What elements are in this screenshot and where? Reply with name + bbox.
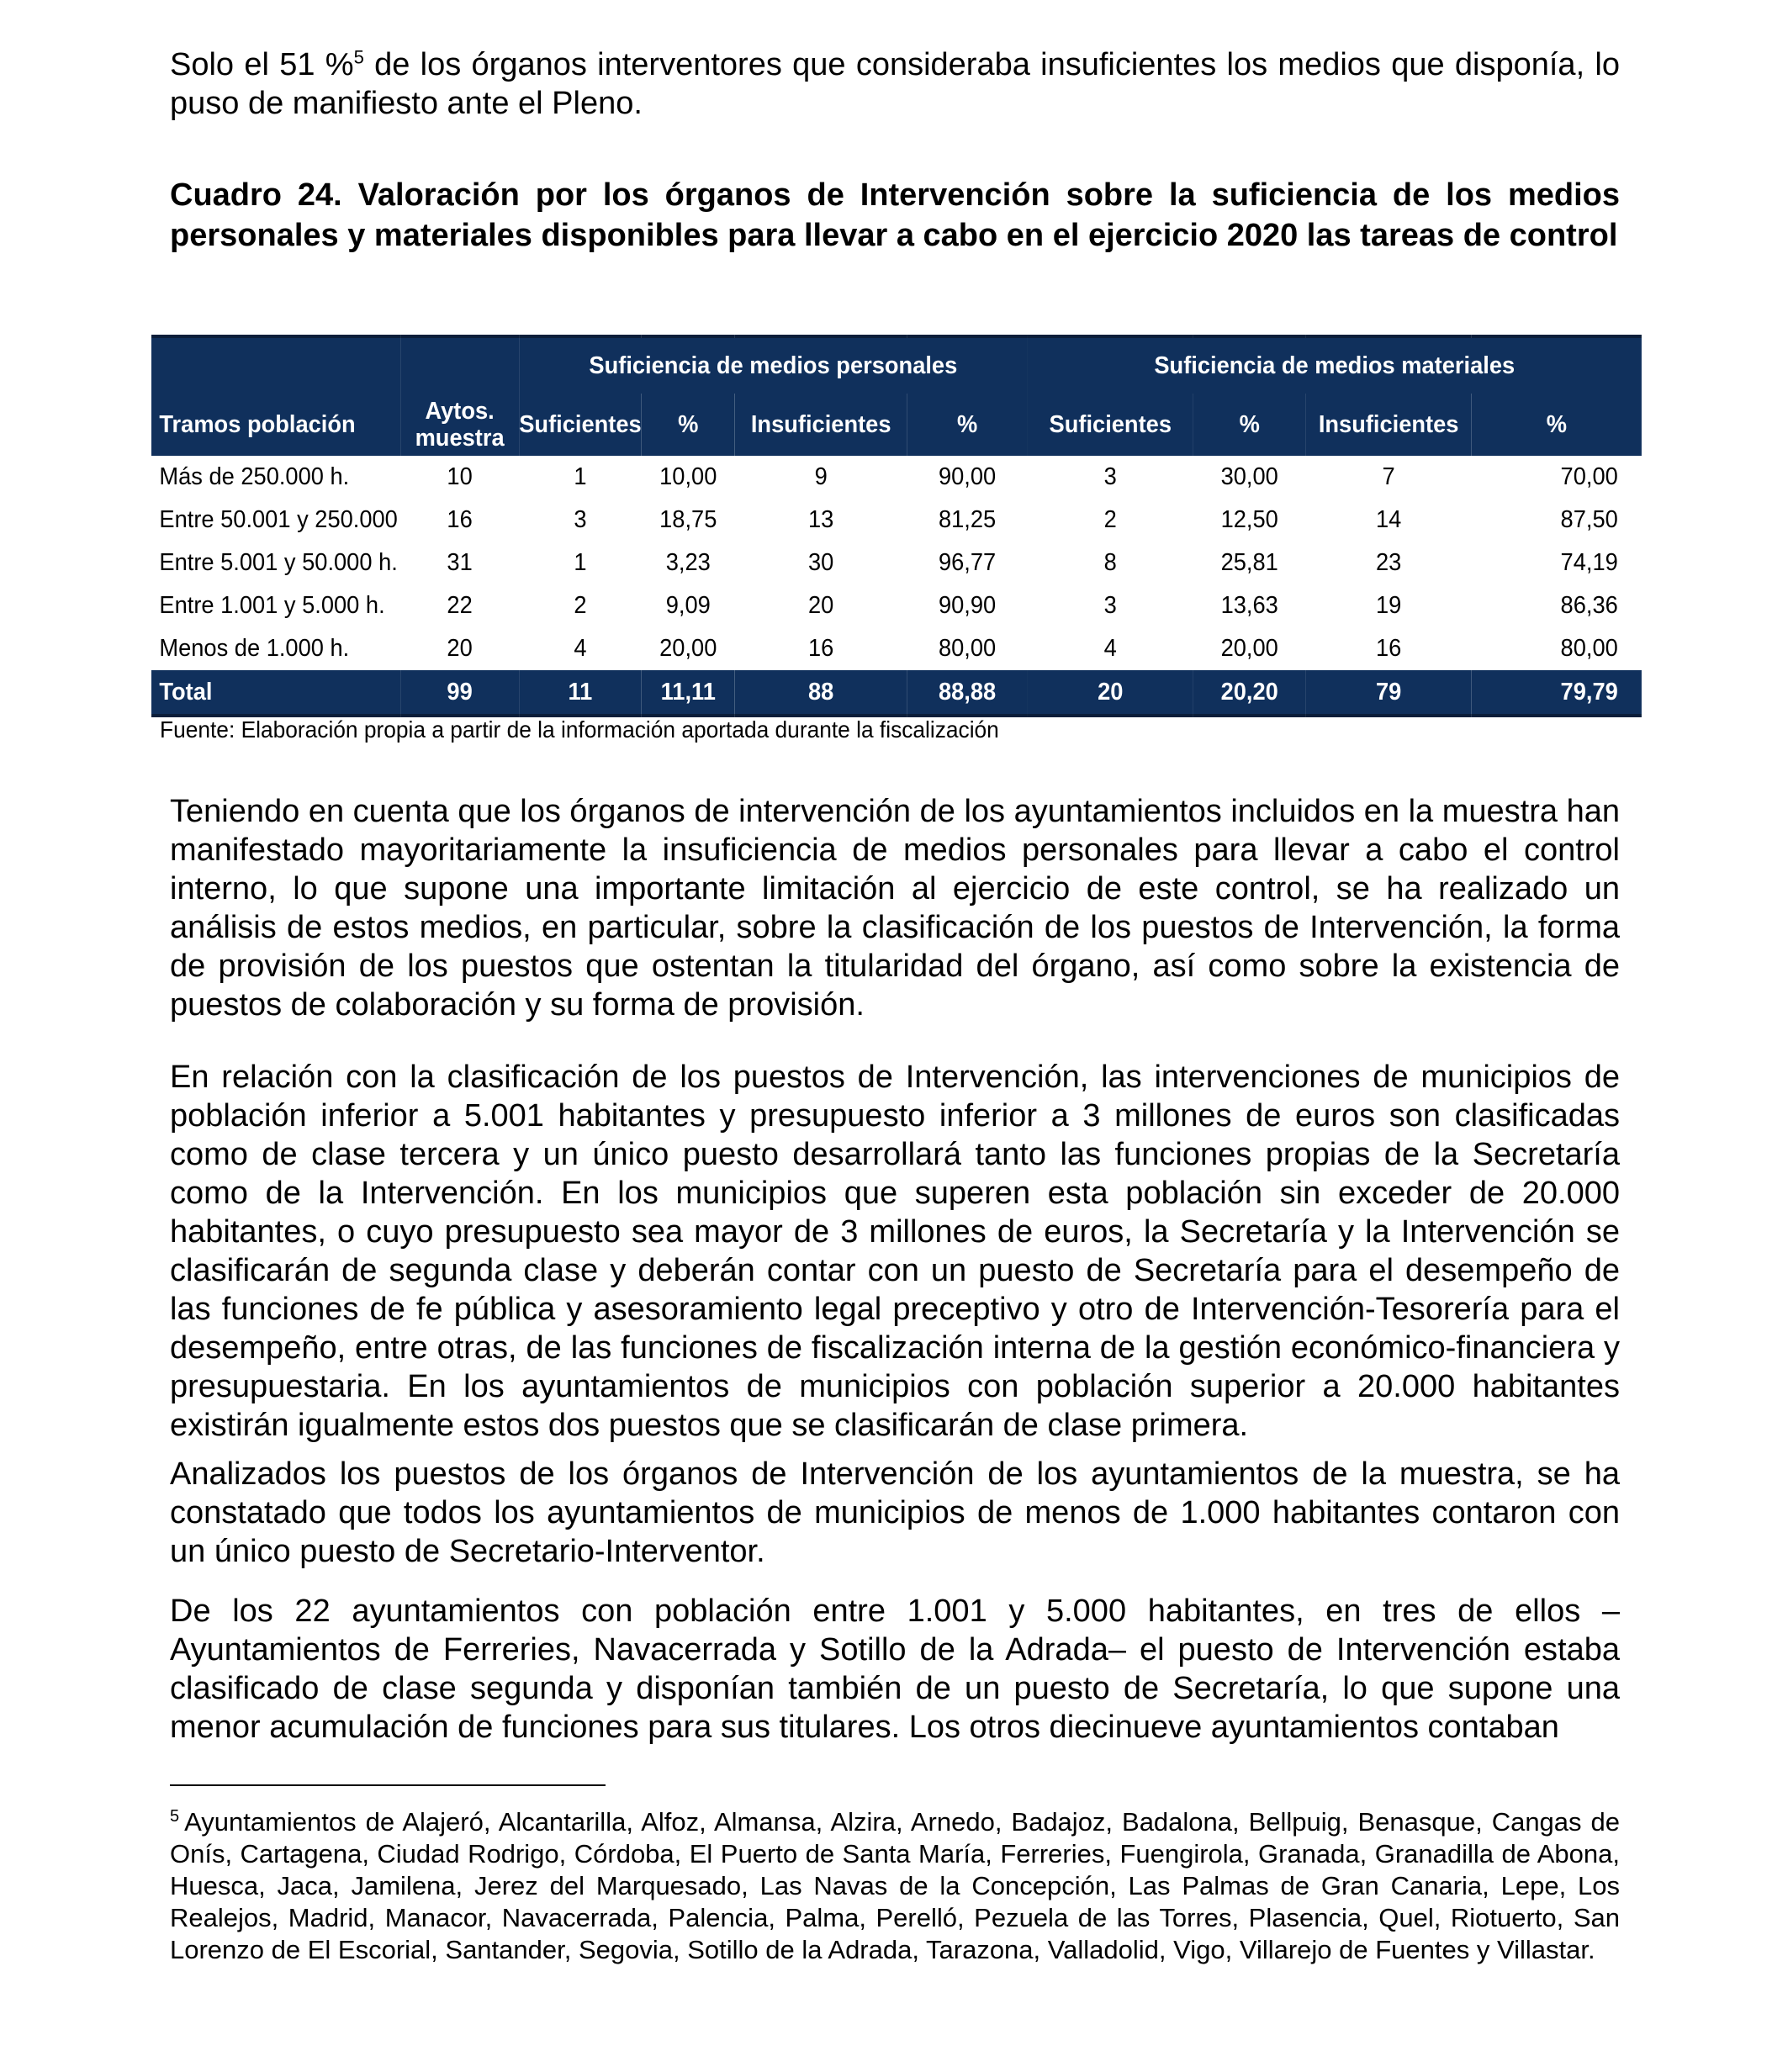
table-cell: 96,77 [938, 549, 997, 576]
table-cell: 4 [1103, 635, 1117, 662]
table-cell: 31 [447, 549, 473, 576]
group-header-personal: Suficiencia de medios personales [519, 336, 1027, 394]
data-table [151, 335, 1642, 717]
column-header: Tramos población [151, 394, 400, 456]
table-column-header [151, 394, 1642, 456]
table-cell: 12,50 [1220, 506, 1278, 533]
table-cell: 87,50 [1560, 506, 1618, 533]
table-group-header [151, 336, 1642, 394]
table-cell: 86,36 [1560, 592, 1618, 619]
table-cell: 22 [447, 592, 473, 619]
table-source: Fuente: Elaboración propia a partir de la información aportada durante la fiscalización [160, 716, 999, 743]
table-row [151, 584, 1642, 627]
table-cell: 30,00 [1220, 463, 1278, 490]
table-cell: 20 [447, 635, 473, 662]
table-cell: 20 [808, 592, 834, 619]
table-cell: 13,63 [1220, 592, 1278, 619]
table-cell: 14 [1375, 506, 1402, 533]
table-cell: 90,00 [938, 463, 997, 490]
table-total-cell: 88,88 [907, 670, 1028, 716]
table-caption: Cuadro 24. Valoración por los órganos de Intervención sobre la suficiencia de los medios personales y materiales disponibles para llevar a cabo en el ejercicio 2020 las tareas de control [170, 177, 1620, 253]
table-cell: 18,75 [659, 506, 717, 533]
table-total-cell: 79 [1305, 670, 1471, 716]
header-blank [151, 336, 400, 394]
table-cell: 25,81 [1220, 549, 1278, 576]
table-total-cell: 99 [400, 670, 519, 716]
table-row [151, 627, 1642, 670]
table-cell: Menos de 1.000 h. [159, 635, 350, 662]
table-cell: Entre 50.001 y 250.000 [159, 506, 398, 533]
table-cell: 8 [1103, 549, 1117, 576]
table-total-row [151, 670, 1642, 716]
intro-text-end: de los órganos interventores que consideraba insuficientes los medios que disponía, lo puso de manifiesto ante el Pleno. [170, 47, 1620, 121]
group-header-material: Suficiencia de medios materiales [1028, 336, 1642, 394]
footnote-text: Ayuntamientos de Alajeró, Alcantarilla, Alfoz, Almansa, Alzira, Arnedo, Badajoz, Badalona, Bellpuig, Benasque, Cangas de Onís, Cartagena, Ciudad Rodrigo, Córdoba, El Puerto de Santa María, Ferreries, Fuengirola, Granada, Granadilla de Abona, Huesca, Jaca, Jamilena, Jerez del Marquesado, Las Navas de la Concepción, Las Palmas de Gran Canaria, Lepe, Los Realejos, Madrid, Manacor, Navacerrada, Palencia, Palma, Perelló, Pezuela de las Torres, Plasencia, Quel, Riotuerto, San Lorenzo de El Escorial, Santander, Segovia, Sotillo de la Adrada, Tarazona, Valladolid, Vigo, Villarejo de Fuentes y Villastar. [170, 1807, 1620, 1964]
data-table-container [151, 335, 1642, 717]
table-cell: 9 [814, 463, 828, 490]
table-cell: 23 [1375, 549, 1402, 576]
footnote-separator [170, 1784, 606, 1786]
table-cell: 10 [447, 463, 473, 490]
column-header: Suficientes [1028, 394, 1193, 456]
table-cell: 2 [1103, 506, 1117, 533]
table-cell: 19 [1375, 592, 1402, 619]
body-paragraph-3: Analizados los puestos de los órganos de Intervención de los ayuntamientos de la muestra, se ha constatado que todos los ayuntamientos de municipios de menos de 1.000 habitantes contaron con un único puesto de Secretario-Interventor. [170, 1456, 1620, 1569]
table-row [151, 499, 1642, 542]
table-total-cell: 11,11 [642, 670, 735, 716]
table-cell: 1 [574, 549, 587, 576]
table-cell: 81,25 [938, 506, 997, 533]
table-cell: 13 [808, 506, 834, 533]
table-row [151, 456, 1642, 499]
footnote-mark: 5 [170, 1806, 180, 1826]
table-cell: Entre 1.001 y 5.000 h. [159, 592, 385, 619]
table-cell: 9,09 [665, 592, 711, 619]
footnote-reference[interactable]: 5 [353, 46, 364, 68]
table-cell: Entre 5.001 y 50.000 h. [159, 549, 398, 576]
intro-text-start: Solo el 51 % [170, 47, 354, 82]
column-header: % [1472, 394, 1642, 456]
table-total-cell: 20 [1028, 670, 1193, 716]
table-cell: 30 [808, 549, 834, 576]
table-cell: 2 [574, 592, 587, 619]
table-cell: 3 [1103, 592, 1117, 619]
column-header: Suficientes [519, 394, 642, 456]
header-blank [400, 336, 519, 394]
table-cell: 90,90 [938, 592, 997, 619]
table-cell: 16 [447, 506, 473, 533]
table-row [151, 542, 1642, 584]
table-cell: 20,00 [659, 635, 717, 662]
table-total-cell: 88 [735, 670, 907, 716]
body-paragraph-4: De los 22 ayuntamientos con población entre 1.001 y 5.000 habitantes, en tres de ellos –Ayuntamientos de Ferreries, Navacerrada y Sotillo de la Adrada– el puesto de Intervención estaba clasificado de clase segunda y disponían también de un puesto de Secretaría, lo que supone una menor acumulación de funciones para sus titulares. Los otros diecinueve ayuntamientos contaban [170, 1594, 1620, 1745]
table-cell: 1 [574, 463, 587, 490]
column-header: % [907, 394, 1028, 456]
intro-paragraph [170, 45, 1620, 123]
body-paragraph-2: En relación con la clasificación de los puestos de Intervención, las intervenciones de municipios de población inferior a 5.001 habitantes y presupuesto inferior a 3 millones de euros son clasificadas como de clase tercera y un único puesto desarrollará tanto las funciones propias de la Secretaría como de la Intervención. En los municipios que superen esta población sin exceder de 20.000 habitantes, o cuyo presupuesto sea mayor de 3 millones de euros, la Secretaría y la Intervención se clasificarán de segunda clase y deberán contar con un puesto de Secretaría para el desempeño de las funciones de fe pública y asesoramiento legal preceptivo y otro de Intervención-Tesorería para el desempeño, entre otras, de las funciones de fiscalización interna de la gestión económico-financiera y presupuestaria. En los ayuntamientos de municipios con población superior a 20.000 habitantes existirán igualmente estos dos puestos que se clasificarán de clase primera. [170, 1060, 1620, 1443]
table-cell: Más de 250.000 h. [159, 463, 350, 490]
table-total-cell: 79,79 [1472, 670, 1642, 716]
table-cell: 3 [1103, 463, 1117, 490]
table-total-cell: Total [151, 670, 400, 716]
table-cell: 80,00 [1560, 635, 1618, 662]
column-header: % [1193, 394, 1305, 456]
column-header: Insuficientes [1305, 394, 1471, 456]
table-cell: 16 [1375, 635, 1402, 662]
table-total-cell: 20,20 [1193, 670, 1305, 716]
table-cell: 7 [1382, 463, 1395, 490]
table-cell: 16 [808, 635, 834, 662]
table-cell: 70,00 [1560, 463, 1618, 490]
footnote [170, 1806, 1620, 1966]
table-cell: 10,00 [659, 463, 717, 490]
column-header: % [642, 394, 735, 456]
body-paragraph-1: Teniendo en cuenta que los órganos de intervención de los ayuntamientos incluidos en la muestra han manifestado mayoritariamente la insuficiencia de medios personales para llevar a cabo el control interno, lo que supone una importante limitación al ejercicio de este control, se ha realizado un análisis de estos medios, en particular, sobre la clasificación de los puestos de Intervención, la forma de provisión de los puestos que ostentan la titularidad del órgano, así como sobre la existencia de puestos de colaboración y su forma de provisión. [170, 794, 1620, 1023]
table-cell: 3,23 [665, 549, 711, 576]
column-header: Insuficientes [735, 394, 907, 456]
table-cell: 20,00 [1220, 635, 1278, 662]
column-header: Aytos. muestra [400, 394, 519, 456]
table-cell: 80,00 [938, 635, 997, 662]
table-cell: 74,19 [1560, 549, 1618, 576]
table-cell: 3 [574, 506, 587, 533]
table-cell: 4 [574, 635, 587, 662]
table-total-cell: 11 [519, 670, 642, 716]
